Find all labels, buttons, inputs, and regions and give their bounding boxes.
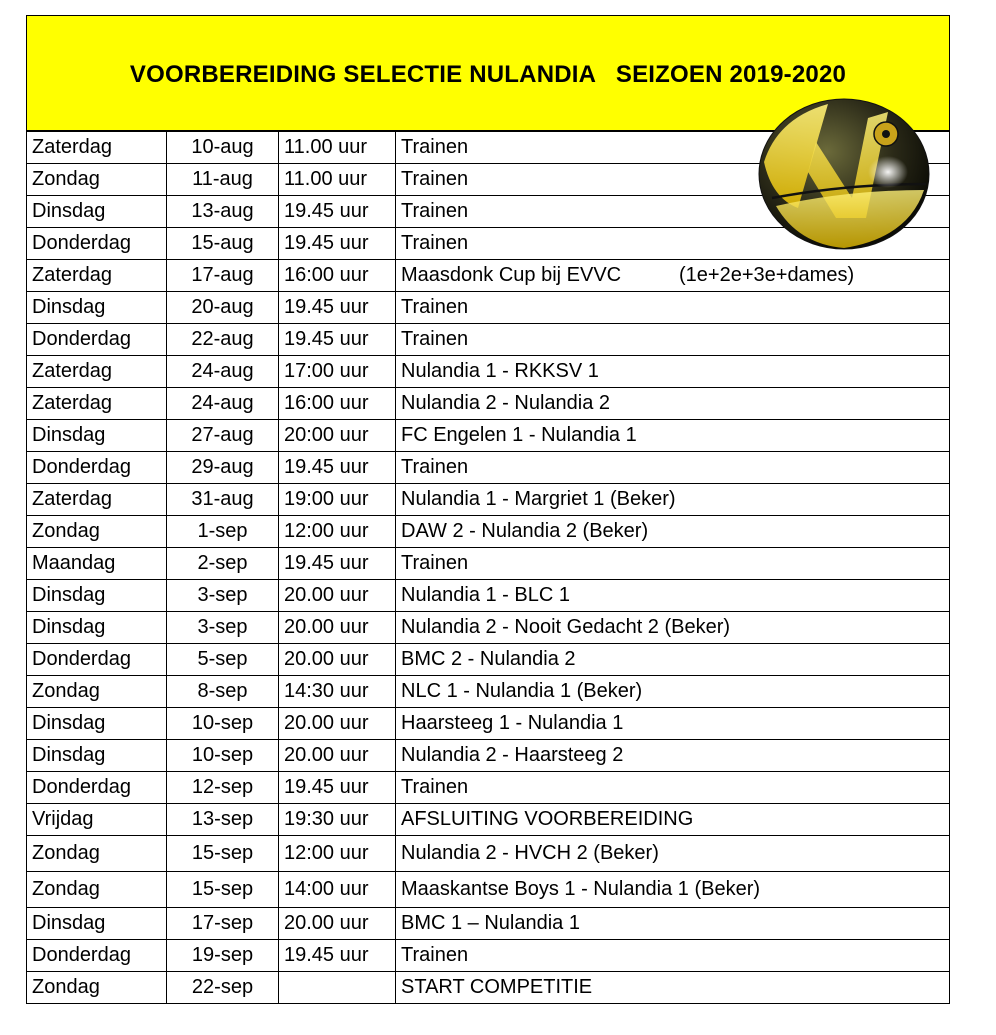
time-cell: 20.00 uur — [279, 708, 396, 740]
date-cell: 15-sep — [167, 836, 279, 872]
event-cell — [396, 516, 950, 548]
time-cell: 19.45 uur — [279, 548, 396, 580]
event-label: Nulandia 2 - Nulandia 2 — [401, 392, 611, 414]
day-cell: Zaterdag — [27, 132, 167, 164]
date-cell: 13-aug — [167, 196, 279, 228]
time-cell: 19.45 uur — [279, 940, 396, 972]
day-cell: Donderdag — [27, 228, 167, 260]
event-cell — [396, 804, 950, 836]
time-cell: 19.45 uur — [279, 228, 396, 260]
table-row — [27, 772, 950, 804]
event-label: FC Engelen 1 - Nulandia 1 — [401, 424, 637, 446]
time-cell: 19.45 uur — [279, 196, 396, 228]
date-cell: 11-aug — [167, 164, 279, 196]
table-row — [27, 740, 950, 772]
day-cell: Zaterdag — [27, 356, 167, 388]
event-label: Maasdonk Cup bij EVVC — [401, 264, 622, 286]
table-row — [27, 612, 950, 644]
event-cell — [396, 908, 950, 940]
table-row — [27, 908, 950, 940]
date-cell: 27-aug — [167, 420, 279, 452]
day-cell: Dinsdag — [27, 420, 167, 452]
time-cell: 19.45 uur — [279, 772, 396, 804]
day-cell: Zaterdag — [27, 388, 167, 420]
time-cell: 20.00 uur — [279, 580, 396, 612]
date-cell: 8-sep — [167, 676, 279, 708]
time-cell: 20.00 uur — [279, 740, 396, 772]
time-cell: 12:00 uur — [279, 836, 396, 872]
date-cell: 10-aug — [167, 132, 279, 164]
event-cell — [396, 612, 950, 644]
page-title: VOORBEREIDING SELECTIE NULANDIA SEIZOEN 2019-2020 — [129, 61, 847, 88]
time-cell: 11.00 uur — [279, 132, 396, 164]
event-label: Trainen — [401, 136, 469, 158]
date-cell: 20-aug — [167, 292, 279, 324]
date-cell: 2-sep — [167, 548, 279, 580]
table-row — [27, 580, 950, 612]
event-label: Nulandia 1 - BLC 1 — [401, 584, 570, 606]
event-label: BMC 2 - Nulandia 2 — [401, 648, 576, 670]
time-cell: 19.45 uur — [279, 452, 396, 484]
event-cell — [396, 872, 950, 908]
event-label: Trainen — [401, 168, 469, 190]
event-label: DAW 2 - Nulandia 2 (Beker) — [401, 520, 649, 542]
event-cell — [396, 580, 950, 612]
table-row — [27, 484, 950, 516]
table-row — [27, 420, 950, 452]
event-label: Nulandia 2 - Nooit Gedacht 2 (Beker) — [401, 616, 731, 638]
event-label: Nulandia 2 - HVCH 2 (Beker) — [401, 842, 659, 864]
day-cell: Dinsdag — [27, 196, 167, 228]
time-cell: 19.45 uur — [279, 292, 396, 324]
time-cell: 14:00 uur — [279, 872, 396, 908]
day-cell: Dinsdag — [27, 580, 167, 612]
date-cell: 15-sep — [167, 872, 279, 908]
table-row — [27, 644, 950, 676]
event-label: Nulandia 1 - RKKSV 1 — [401, 360, 599, 382]
day-cell: Zondag — [27, 972, 167, 1004]
date-cell: 3-sep — [167, 612, 279, 644]
event-label: BMC 1 – Nulandia 1 — [401, 912, 580, 934]
event-label: Trainen — [401, 232, 469, 254]
table-row — [27, 872, 950, 908]
nulandia-club-logo-icon — [758, 98, 930, 250]
event-label: Trainen — [401, 552, 469, 574]
event-label: Trainen — [401, 944, 469, 966]
date-cell: 12-sep — [167, 772, 279, 804]
event-cell — [396, 676, 950, 708]
day-cell: Donderdag — [27, 940, 167, 972]
table-row — [27, 804, 950, 836]
event-cell — [396, 740, 950, 772]
day-cell: Zondag — [27, 836, 167, 872]
event-label: Maaskantse Boys 1 - Nulandia 1 (Beker) — [401, 878, 761, 900]
day-cell: Zaterdag — [27, 484, 167, 516]
event-cell — [396, 708, 950, 740]
event-cell — [396, 644, 950, 676]
time-cell: 16:00 uur — [279, 260, 396, 292]
date-cell: 19-sep — [167, 940, 279, 972]
day-cell: Zondag — [27, 516, 167, 548]
date-cell: 29-aug — [167, 452, 279, 484]
date-cell: 22-sep — [167, 972, 279, 1004]
event-label: Trainen — [401, 776, 469, 798]
event-cell — [396, 772, 950, 804]
time-cell: 19.45 uur — [279, 324, 396, 356]
table-row — [27, 516, 950, 548]
date-cell: 15-aug — [167, 228, 279, 260]
event-cell — [396, 940, 950, 972]
day-cell: Donderdag — [27, 772, 167, 804]
event-label: Trainen — [401, 328, 469, 350]
schedule-table — [26, 131, 950, 1004]
table-row — [27, 676, 950, 708]
time-cell: 17:00 uur — [279, 356, 396, 388]
table-row — [27, 708, 950, 740]
time-cell: 19:30 uur — [279, 804, 396, 836]
event-label: AFSLUITING VOORBEREIDING — [401, 808, 694, 830]
table-row — [27, 388, 950, 420]
event-cell — [396, 420, 950, 452]
day-cell: Zondag — [27, 676, 167, 708]
time-cell: 19:00 uur — [279, 484, 396, 516]
date-cell: 13-sep — [167, 804, 279, 836]
event-label: Trainen — [401, 456, 469, 478]
event-cell — [396, 452, 950, 484]
table-row — [27, 452, 950, 484]
date-cell: 10-sep — [167, 740, 279, 772]
table-row — [27, 548, 950, 580]
date-cell: 3-sep — [167, 580, 279, 612]
event-label: Nulandia 1 - Margriet 1 (Beker) — [401, 488, 676, 510]
date-cell: 5-sep — [167, 644, 279, 676]
event-cell — [396, 356, 950, 388]
time-cell: 20:00 uur — [279, 420, 396, 452]
table-row — [27, 356, 950, 388]
day-cell: Zondag — [27, 872, 167, 908]
event-cell — [396, 836, 950, 872]
event-label: Nulandia 2 - Haarsteeg 2 — [401, 744, 624, 766]
table-row — [27, 324, 950, 356]
day-cell: Zaterdag — [27, 260, 167, 292]
day-cell: Donderdag — [27, 644, 167, 676]
event-cell — [396, 292, 950, 324]
time-cell: 20.00 uur — [279, 612, 396, 644]
time-cell: 20.00 uur — [279, 908, 396, 940]
event-label: Haarsteeg 1 - Nulandia 1 — [401, 712, 624, 734]
table-row — [27, 940, 950, 972]
event-label: Trainen — [401, 200, 469, 222]
time-cell: 14:30 uur — [279, 676, 396, 708]
date-cell: 1-sep — [167, 516, 279, 548]
day-cell: Donderdag — [27, 324, 167, 356]
date-cell: 22-aug — [167, 324, 279, 356]
day-cell: Dinsdag — [27, 708, 167, 740]
date-cell: 10-sep — [167, 708, 279, 740]
event-cell — [396, 548, 950, 580]
event-label: START COMPETITIE — [401, 976, 593, 998]
event-label: NLC 1 - Nulandia 1 (Beker) — [401, 680, 643, 702]
date-cell: 24-aug — [167, 388, 279, 420]
event-cell — [396, 388, 950, 420]
day-cell: Dinsdag — [27, 740, 167, 772]
time-cell: 11.00 uur — [279, 164, 396, 196]
event-cell — [396, 484, 950, 516]
event-cell — [396, 972, 950, 1004]
day-cell: Vrijdag — [27, 804, 167, 836]
time-cell — [279, 972, 396, 1004]
event-note: (1e+2e+3e+dames) — [679, 264, 855, 286]
day-cell: Dinsdag — [27, 292, 167, 324]
table-row — [27, 836, 950, 872]
date-cell: 17-aug — [167, 260, 279, 292]
table-row — [27, 972, 950, 1004]
table-row — [27, 292, 950, 324]
event-cell — [396, 324, 950, 356]
event-cell — [396, 260, 950, 292]
day-cell: Dinsdag — [27, 908, 167, 940]
day-cell: Maandag — [27, 548, 167, 580]
day-cell: Dinsdag — [27, 612, 167, 644]
date-cell: 24-aug — [167, 356, 279, 388]
time-cell: 16:00 uur — [279, 388, 396, 420]
date-cell: 31-aug — [167, 484, 279, 516]
table-row — [27, 260, 950, 292]
time-cell: 12:00 uur — [279, 516, 396, 548]
date-cell: 17-sep — [167, 908, 279, 940]
event-label: Trainen — [401, 296, 469, 318]
day-cell: Zondag — [27, 164, 167, 196]
day-cell: Donderdag — [27, 452, 167, 484]
time-cell: 20.00 uur — [279, 644, 396, 676]
